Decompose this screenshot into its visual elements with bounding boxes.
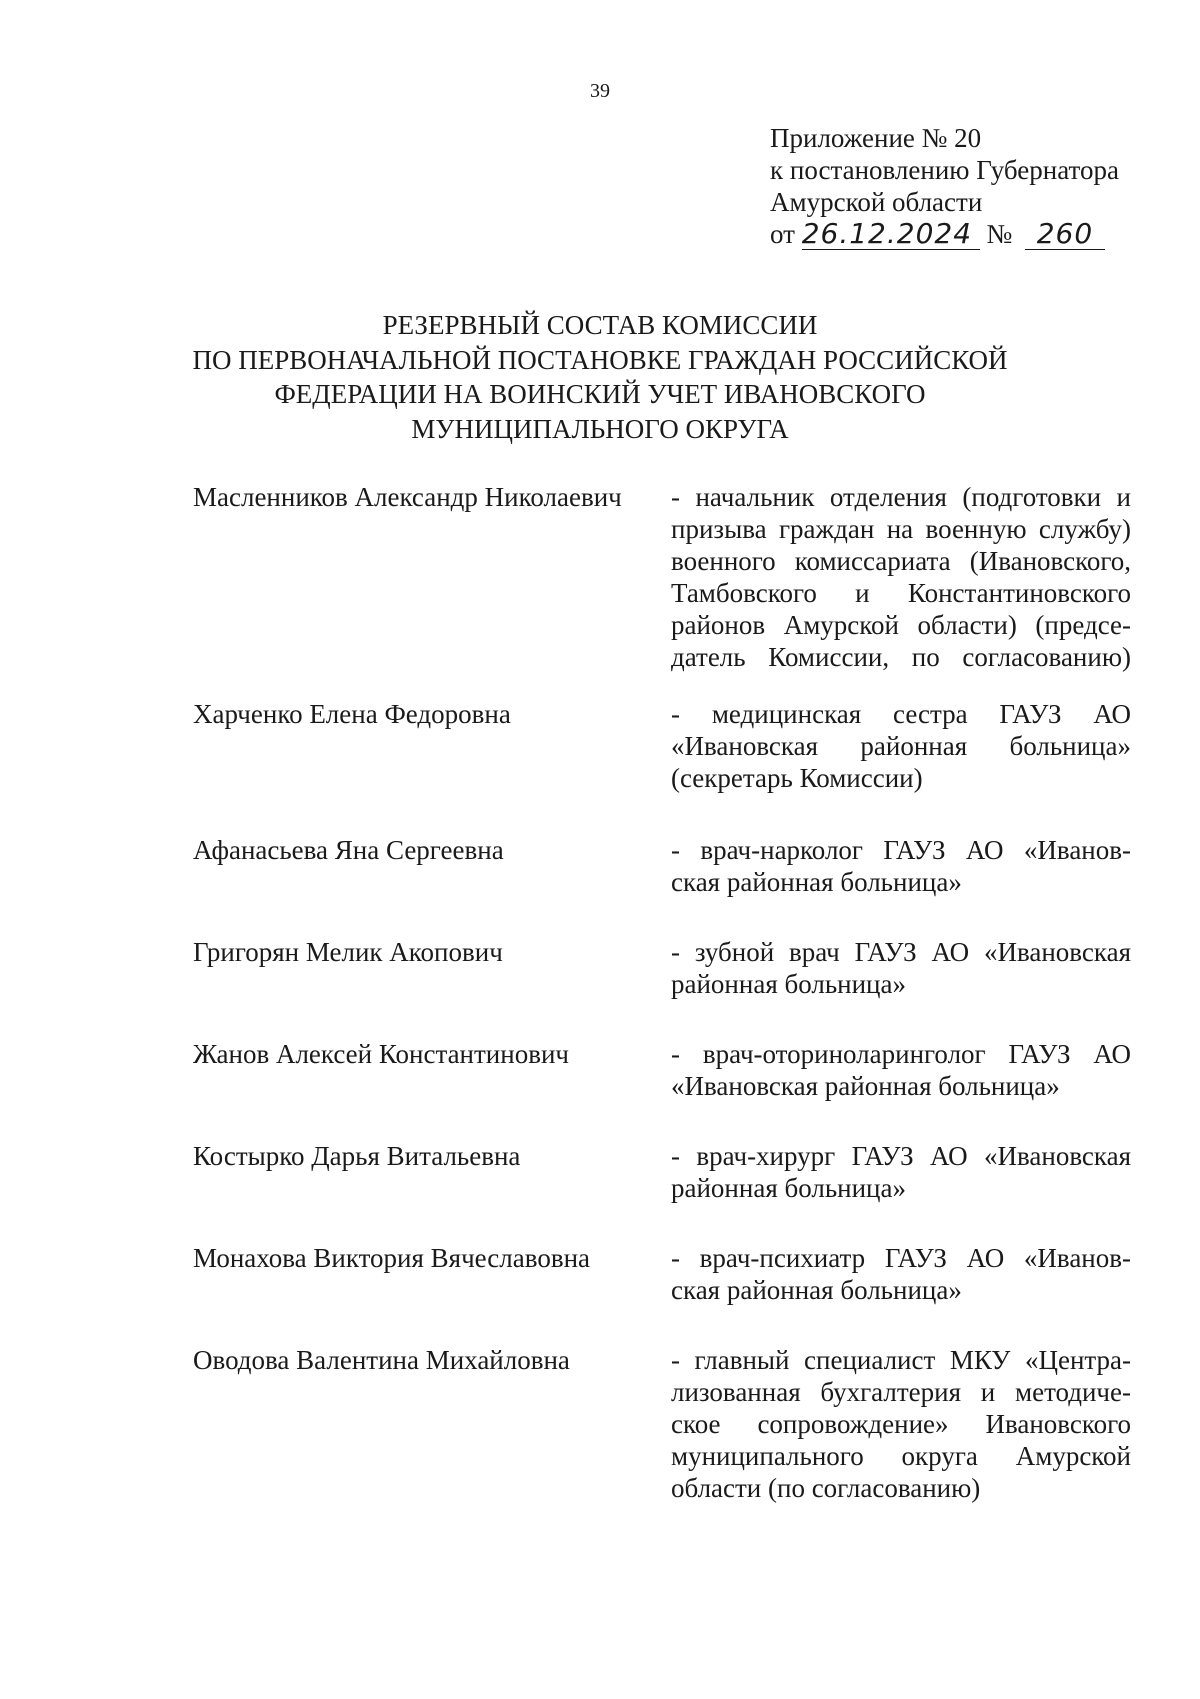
role-line: (секретарь Комиссии) <box>671 763 923 793</box>
member-role <box>671 1242 1131 1306</box>
member-role <box>671 834 1131 898</box>
member-name: Оводова Валентина Михайловна <box>193 1345 570 1375</box>
role-line: Тамбовского и Константиновского <box>671 578 1131 608</box>
page-number: 39 <box>590 80 610 102</box>
appendix-block <box>770 122 1119 258</box>
member-role <box>671 698 1131 794</box>
role-line: - врач-психиатр ГАУЗ АО «Иванов- <box>671 1243 1131 1273</box>
role-line: - главный специалист МКУ «Центра- <box>671 1345 1131 1375</box>
role-line: области (по согласованию) <box>671 1473 981 1503</box>
member-name: Харченко Елена Федоровна <box>193 699 511 729</box>
role-line: датель Комиссии, по согласованию) <box>671 642 1131 672</box>
member-role <box>671 1140 1131 1204</box>
role-line: призыва граждан на военную службу) <box>671 514 1131 544</box>
member-name: Масленников Александр Николаевич <box>193 482 622 512</box>
handwritten-date: 26.12.2024 <box>802 219 980 250</box>
role-line: - врач-нарколог ГАУЗ АО «Иванов- <box>671 835 1131 865</box>
member-role <box>671 936 1131 1000</box>
role-line: «Ивановская районная больница» <box>671 1071 1060 1101</box>
appendix-region: Амурской области <box>770 187 983 217</box>
role-line: лизованная бухгалтерия и методиче- <box>671 1377 1131 1407</box>
date-prefix: от <box>770 219 795 249</box>
handwritten-number: 260 <box>1025 219 1105 250</box>
member-role <box>671 481 1131 673</box>
role-line: - начальник отделения (подготовки и <box>671 482 1131 512</box>
appendix-reference: к постановлению Губернатора <box>770 155 1119 185</box>
role-line: военного комиссариата (Ивановского, <box>671 546 1131 576</box>
title-line-3: ФЕДЕРАЦИИ НА ВОИНСКИЙ УЧЕТ ИВАНОВСКОГО <box>274 379 926 409</box>
role-line: муниципального округа Амурской <box>671 1441 1131 1471</box>
member-name: Жанов Алексей Константинович <box>193 1039 569 1069</box>
role-line: ская районная больница» <box>671 1275 962 1305</box>
appendix-date-line <box>770 218 1119 258</box>
role-line: - врач-хирург ГАУЗ АО «Ивановская <box>671 1141 1131 1171</box>
role-line: районов Амурской области) (предсе- <box>671 610 1131 640</box>
title-line-2: ПО ПЕРВОНАЧАЛЬНОЙ ПОСТАНОВКЕ ГРАЖДАН РОССИЙСКОЙ <box>192 344 1008 375</box>
member-role <box>671 1038 1131 1102</box>
title-line-1: РЕЗЕРВНЫЙ СОСТАВ КОМИССИИ <box>382 310 818 340</box>
document-title <box>0 308 1200 446</box>
role-line: «Ивановская районная больница» <box>671 731 1131 761</box>
appendix-number: Приложение № 20 <box>770 123 982 153</box>
member-name: Костырко Дарья Витальевна <box>193 1141 521 1171</box>
role-line: ская районная больница» <box>671 867 962 897</box>
role-line: - врач-оториноларинголог ГАУЗ АО <box>671 1039 1131 1069</box>
role-line: районная больница» <box>671 969 906 999</box>
member-name: Афанасьева Яна Сергеевна <box>193 835 504 865</box>
member-role <box>671 1344 1131 1504</box>
number-label: № <box>986 219 1013 249</box>
role-line: - зубной врач ГАУЗ АО «Ивановская <box>671 937 1131 967</box>
role-line: - медицинская сестра ГАУЗ АО <box>671 699 1131 729</box>
role-line: районная больница» <box>671 1173 906 1203</box>
member-name: Монахова Виктория Вячеславовна <box>193 1243 590 1273</box>
member-name: Григорян Мелик Акопович <box>193 937 503 967</box>
role-line: ское сопровождение» Ивановского <box>671 1409 1131 1439</box>
title-line-4: МУНИЦИПАЛЬНОГО ОКРУГА <box>411 413 789 444</box>
